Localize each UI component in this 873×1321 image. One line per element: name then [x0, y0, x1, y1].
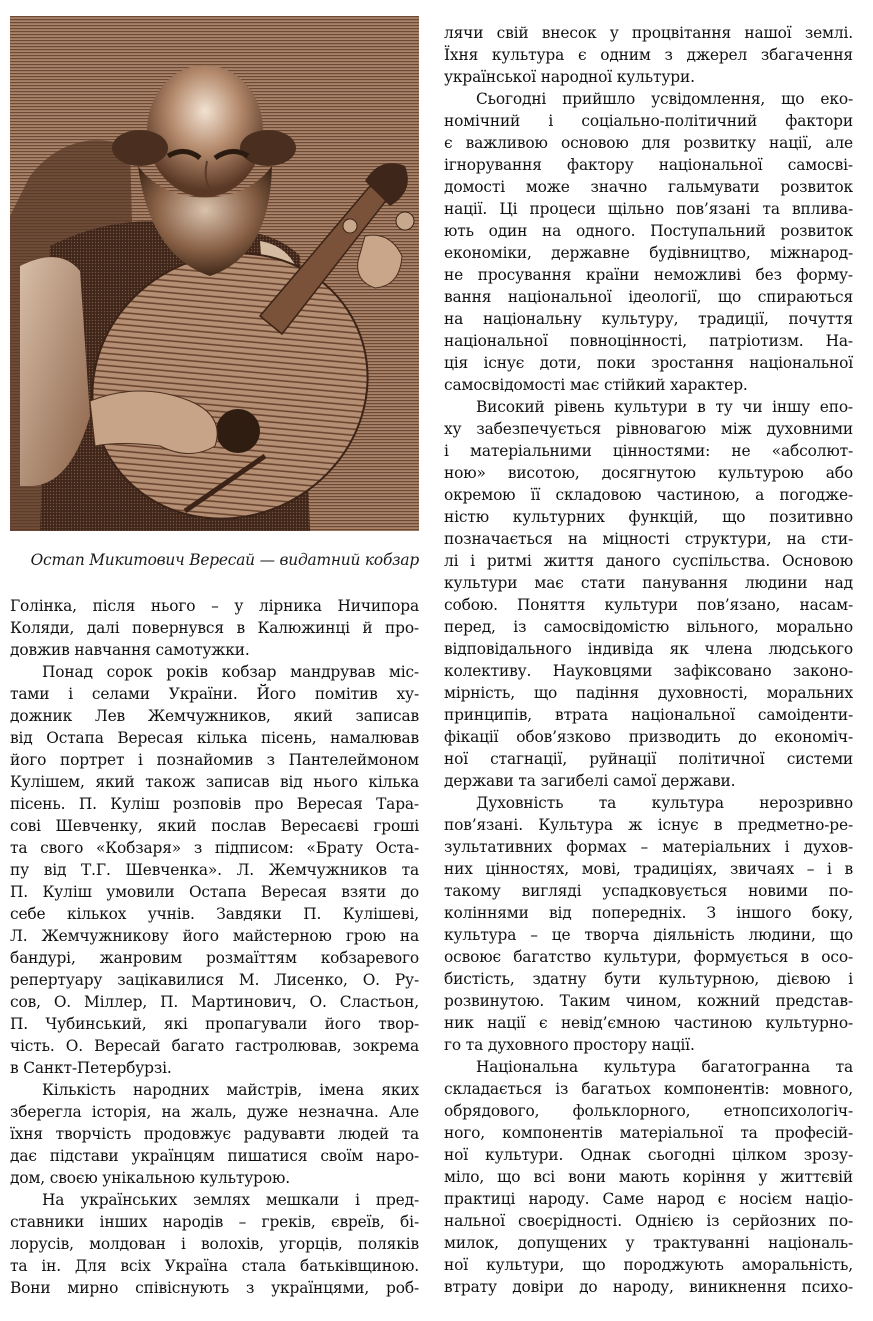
text-line: принципів, втрата національної самоіденти-: [444, 706, 853, 724]
text-line: є важливою основою для розвитку нації, але: [444, 134, 853, 152]
figure-caption: Остап Микитович Вересай — видатний кобзар: [30, 551, 419, 569]
text-line: складається із багатьох компонентів: мовного,: [444, 1080, 853, 1098]
text-line: тами і селами України. Його помітив ху-: [10, 685, 419, 703]
text-line: лорусів, молдован і волохів, угорців, поляків: [10, 1235, 419, 1253]
text-line: ція існує доти, поки зростання національної: [444, 354, 853, 372]
text-line: міло, що всі вони мають коріння у життєвій: [444, 1168, 853, 1186]
text-line: себе кількох учнів. Завдяки П. Кулішеві,: [10, 905, 419, 923]
text-line: практиці народу. Саме народ є носієм націо-: [444, 1190, 853, 1208]
text-line: обрядового, фольклорного, етнопсихологіч-: [444, 1102, 853, 1120]
text-line: дає підстави українцям пишатися своїм наро-: [10, 1147, 419, 1165]
text-line: його портрет і познайомив з Пантелеймоном: [10, 751, 419, 769]
text-line: Їхня культура є одним з джерел збагачення: [444, 46, 853, 64]
text-line: Коляди, далі повернувся в Калюжинці й про-: [10, 619, 419, 637]
text-line: домості може значно гальмувати розвиток: [444, 178, 853, 196]
text-line: нації. Ці процеси щільно пов’язані та вплива-: [444, 200, 853, 218]
text-line: вання національної ідеології, що спираються: [444, 288, 853, 306]
text-line: Понад сорок років кобзар мандрував міс-: [42, 663, 419, 681]
text-line: втрату довіри до народу, виникнення психо-: [444, 1278, 853, 1296]
text-line: самосвідомості має стійкий характер.: [444, 376, 748, 394]
text-line: ного, компонентів матеріальної та професій-: [444, 1124, 853, 1142]
text-line: дом, своєю унікальною культурою.: [10, 1169, 290, 1187]
text-line: ної культури. Однак сьогодні цілком зрозу-: [444, 1146, 853, 1164]
text-line: від Остапа Вересая кілька пісень, намалював: [10, 729, 419, 747]
text-line: ної культури, що породжують аморальність,: [444, 1256, 853, 1274]
text-line: на національну культуру, традиції, почуття: [444, 310, 853, 328]
text-line: Л. Жемчужникову його майстерною грою на: [10, 927, 419, 945]
text-line: держави та загибелі самої держави.: [444, 772, 736, 790]
text-line: позначається на міцності структури, на сти-: [444, 530, 853, 548]
kobzar-engraving: [10, 16, 419, 531]
right-text-column: [444, 22, 853, 1298]
text-line: сові Шевченку, який послав Вересаєві гроші: [10, 817, 419, 835]
text-line: мірність, що падіння духовності, моральних: [444, 684, 853, 702]
text-line: їхня творчість продовжує радувавти людей та: [10, 1125, 419, 1143]
left-text-column: [10, 595, 419, 1299]
text-line: На українських землях мешкали і пред-: [42, 1191, 419, 1209]
text-line: Кулішем, який також записав від нього кілька: [10, 773, 419, 791]
text-line: П. Чубинський, які пропагували його твор-: [10, 1015, 419, 1033]
text-line: чість. О. Вересай багато гастролював, зокрема: [10, 1037, 419, 1055]
text-line: пов’язані. Культура ж існує в предметно-ре-: [444, 816, 853, 834]
text-line: ністю культурних функцій, що позитивно: [444, 508, 853, 526]
text-line: Кількість народних майстрів, імена яких: [42, 1081, 419, 1099]
text-line: ставники інших народів – греків, євреїв, бі-: [10, 1213, 419, 1231]
text-line: ною» висотою, досягнутою культурою або: [444, 464, 853, 482]
text-line: в Санкт-Петербурзі.: [10, 1059, 172, 1077]
text-line: довжив навчання самотужки.: [10, 641, 250, 659]
text-line: лі і ритмі життя даного суспільства. Основою: [444, 552, 853, 570]
text-line: дожник Лев Жемчужников, який записав: [10, 707, 419, 725]
text-line: Голінка, після нього – у лірника Ничипора: [10, 597, 419, 615]
text-line: ної стагнації, руйнації політичної системи: [444, 750, 853, 768]
text-line: пісень. П. Куліш розповів про Вересая Тара-: [10, 795, 419, 813]
text-line: Високий рівень культури в ту чи іншу епо-: [476, 398, 853, 416]
kobzar-portrait-image: [10, 16, 419, 531]
text-line: лячи свій внесок у процвітання нашої землі.: [444, 24, 853, 42]
text-line: ху забезпечується рівновагою між духовними: [444, 420, 853, 438]
text-line: української народної культури.: [444, 68, 695, 86]
text-line: і матеріальними цінностями: не «абсолют-: [444, 442, 853, 460]
text-line: ігнорування фактору національної самосві-: [444, 156, 853, 174]
text-line: нальної своєрідності. Однією із серйозних по-: [444, 1212, 853, 1230]
text-line: Вони мирно співіснують з українцями, роб-: [10, 1279, 419, 1297]
text-line: ник нації є невід’ємною частиною культурно-: [444, 1014, 853, 1032]
text-line: національної повноцінності, патріотизм. На-: [444, 332, 853, 350]
text-line: освоює багатство культури, формується в осо-: [444, 948, 853, 966]
text-line: перед, із самосвідомістю вільного, морально: [444, 618, 853, 636]
text-line: зберегла історія, на жаль, дуже незначна. Але: [10, 1103, 419, 1121]
text-line: пу від Т.Г. Шевченка». Л. Жемчужников та: [10, 861, 419, 879]
text-line: такому вигляді успадковується новими по-: [444, 882, 853, 900]
text-line: культури має стати панування людини над: [444, 574, 853, 592]
text-line: та свого «Кобзаря» з підписом: «Брату Оста-: [10, 839, 419, 857]
text-line: та ін. Для всіх Україна стала батьківщиною.: [10, 1257, 419, 1275]
text-line: бистість, здатну бути культурною, дієвою і: [444, 970, 853, 988]
text-line: Національна культура багатогранна та: [476, 1058, 853, 1076]
text-line: П. Куліш умовили Остапа Вересая взяти до: [10, 883, 419, 901]
text-line: ють один на одного. Поступальний розвиток: [444, 222, 853, 240]
text-line: економіки, державне будівництво, міжнарод-: [444, 244, 853, 262]
text-line: зультативних формах – матеріальних і духов-: [444, 838, 853, 856]
text-line: відповідального індивіда як члена людського: [444, 640, 853, 658]
text-line: фікації обов’язково призводить до економіч-: [444, 728, 853, 746]
text-line: Сьогодні прийшло усвідомлення, що еко-: [476, 90, 853, 108]
text-line: бандурі, жанровим розмаїттям кобзаревого: [10, 949, 419, 967]
text-line: милок, допущених у трактуванні національ-: [444, 1234, 853, 1252]
text-line: го та духовного простору нації.: [444, 1036, 695, 1054]
text-line: не просування країни неможливі без форму-: [444, 266, 853, 284]
text-line: собою. Поняття культури пов’язано, насам-: [444, 596, 853, 614]
text-line: розвинутою. Таким чином, кожний представ-: [444, 992, 853, 1010]
text-line: них цінностях, мові, традиціях, звичаях – і в: [444, 860, 853, 878]
text-line: окремою її складовою частиною, а погодже-: [444, 486, 853, 504]
text-line: колективу. Науковцями зафіксовано законо-: [444, 662, 853, 680]
text-line: культура – це творча діяльність людини, що: [444, 926, 853, 944]
text-line: репертуару зацікавилися М. Лисенко, О. Ру-: [10, 971, 419, 989]
text-line: сов, О. Міллер, П. Мартинович, О. Сластьон,: [10, 993, 419, 1011]
text-line: коліннями від попередніх. З іншого боку,: [444, 904, 853, 922]
text-line: номічний і соціально-політичний фактори: [444, 112, 853, 130]
text-line: Духовність та культура нерозривно: [476, 794, 853, 812]
